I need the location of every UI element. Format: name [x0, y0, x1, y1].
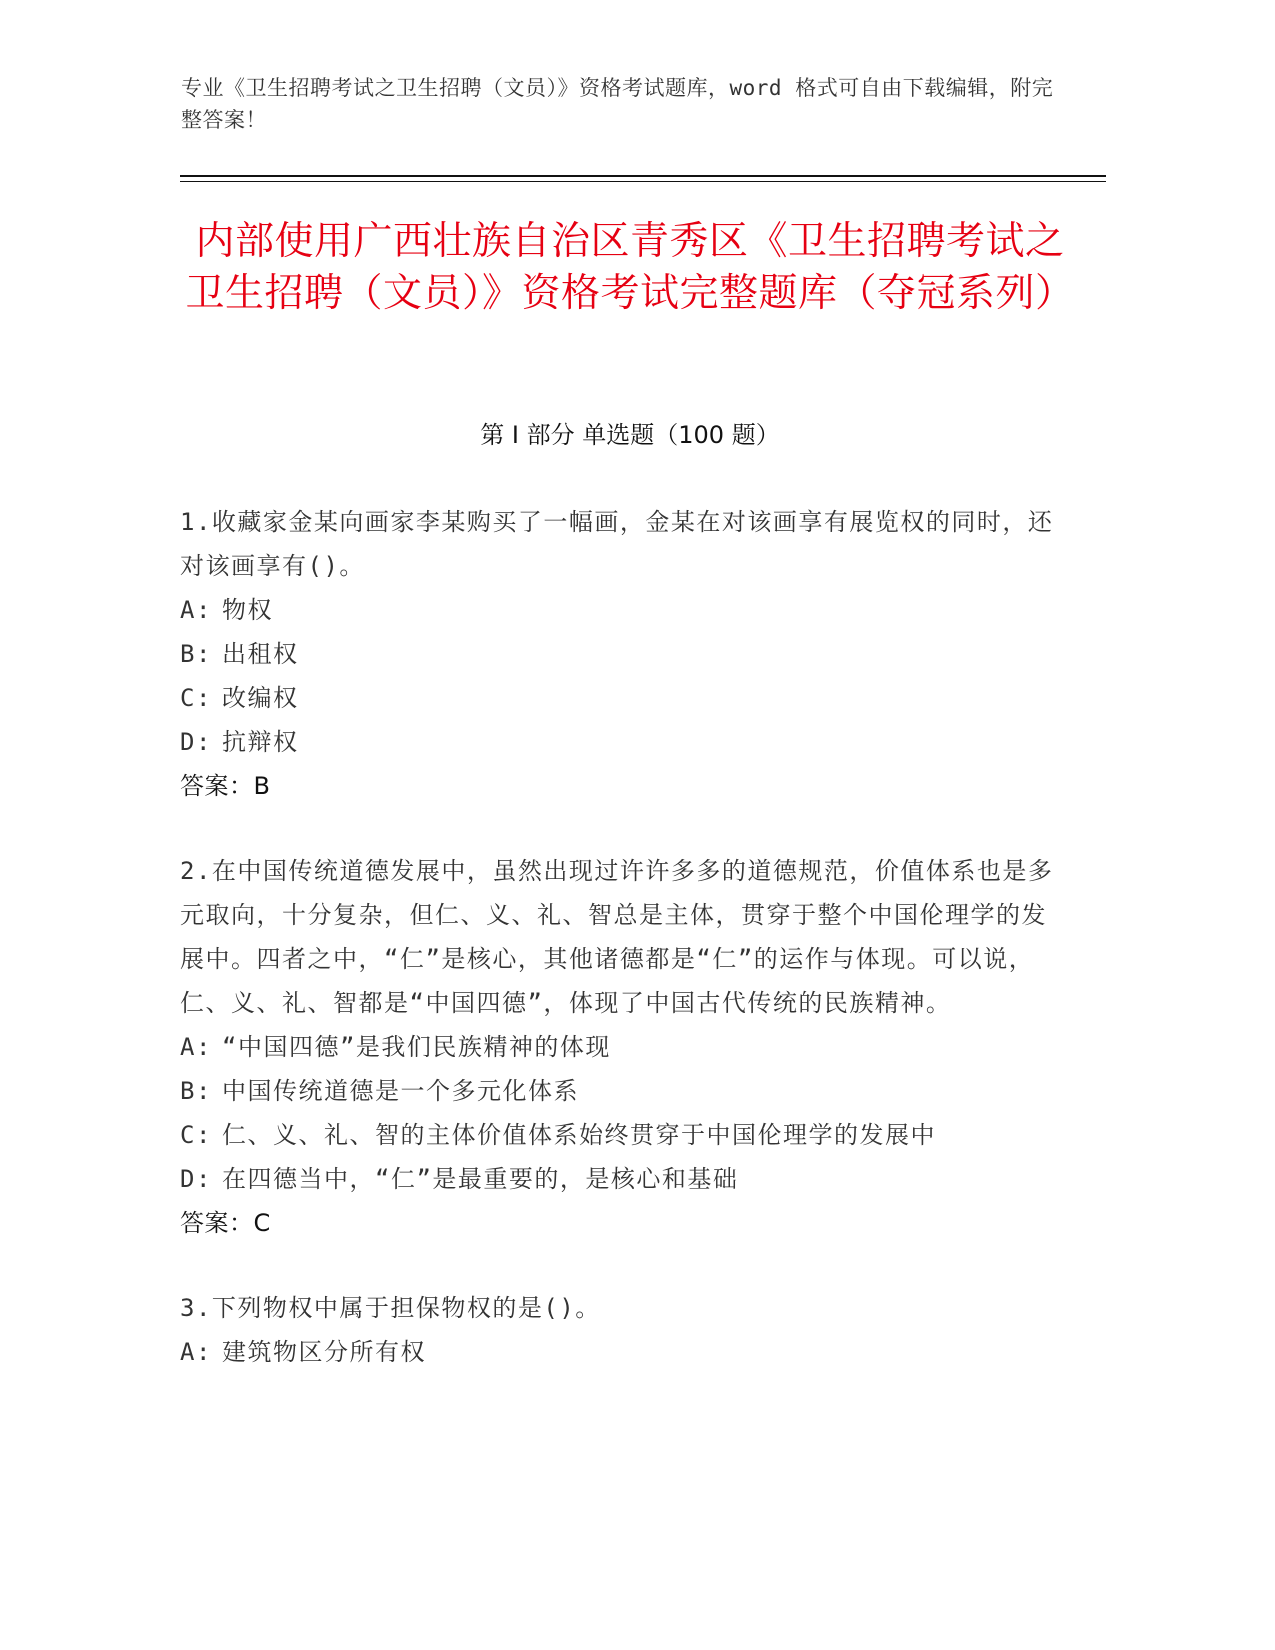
option-a — [180, 1330, 1060, 1374]
option-a — [180, 588, 1060, 632]
question-1 — [180, 500, 1060, 808]
option-b — [180, 1069, 1060, 1113]
option-key: B: — [180, 1077, 212, 1105]
option-text: 改编权 — [222, 684, 299, 712]
option-c — [180, 1113, 1060, 1157]
option-key: A: — [180, 596, 212, 624]
question-2 — [180, 849, 1060, 1245]
option-b — [180, 632, 1060, 676]
option-d — [180, 720, 1060, 764]
option-text: 物权 — [222, 596, 273, 624]
document-title: 内部使用广西壮族自治区青秀区《卫生招聘考试之卫生招聘（文员）》资格考试完整题库（夺冠系列） — [185, 219, 1075, 316]
answer-line: 答案：B — [180, 772, 271, 800]
question-3 — [180, 1286, 1060, 1374]
option-d — [180, 1157, 1060, 1201]
option-text: 建筑物区分所有权 — [222, 1338, 426, 1366]
option-c — [180, 676, 1060, 720]
option-text: 抗辩权 — [222, 728, 299, 756]
answer-line: 答案：C — [180, 1209, 271, 1237]
option-key: A: — [180, 1338, 212, 1366]
question-stem: 1.收藏家金某向画家李某购买了一幅画，金某在对该画享有展览权的同时，还对该画享有()。 — [180, 508, 1054, 580]
option-key: D: — [180, 1165, 212, 1193]
question-list — [180, 500, 1060, 1415]
section-heading: 第 I 部分 单选题（100 题） — [480, 421, 780, 449]
option-text: 在四德当中，“仁”是最重要的，是核心和基础 — [222, 1165, 739, 1193]
option-key: B: — [180, 640, 212, 668]
header-note: 专业《卫生招聘考试之卫生招聘（文员）》资格考试题库，word 格式可自由下载编辑，附完整答案！ — [181, 76, 1054, 132]
header-rule-thin — [180, 181, 1106, 182]
option-text: 中国传统道德是一个多元化体系 — [222, 1077, 579, 1105]
option-key: C: — [180, 684, 212, 712]
question-stem: 3.下列物权中属于担保物权的是()。 — [180, 1294, 601, 1322]
option-text: 出租权 — [222, 640, 299, 668]
option-text: 仁、义、礼、智的主体价值体系始终贯穿于中国伦理学的发展中 — [222, 1121, 936, 1149]
question-stem: 2.在中国传统道德发展中，虽然出现过许许多多的道德规范，价值体系也是多元取向，十分复杂，但仁、义、礼、智总是主体，贯穿于整个中国伦理学的发展中。四者之中，“仁”是核心，其他诸德都是“仁”的运作与体现。可以说，仁、义、礼、智都是“中国四德”，体现了中国古代传统的民族精神。 — [180, 857, 1054, 1017]
option-key: C: — [180, 1121, 212, 1149]
header-rule-thick — [180, 175, 1106, 177]
option-text: “中国四德”是我们民族精神的体现 — [222, 1033, 611, 1061]
option-a — [180, 1025, 1060, 1069]
option-key: D: — [180, 728, 212, 756]
option-key: A: — [180, 1033, 212, 1061]
